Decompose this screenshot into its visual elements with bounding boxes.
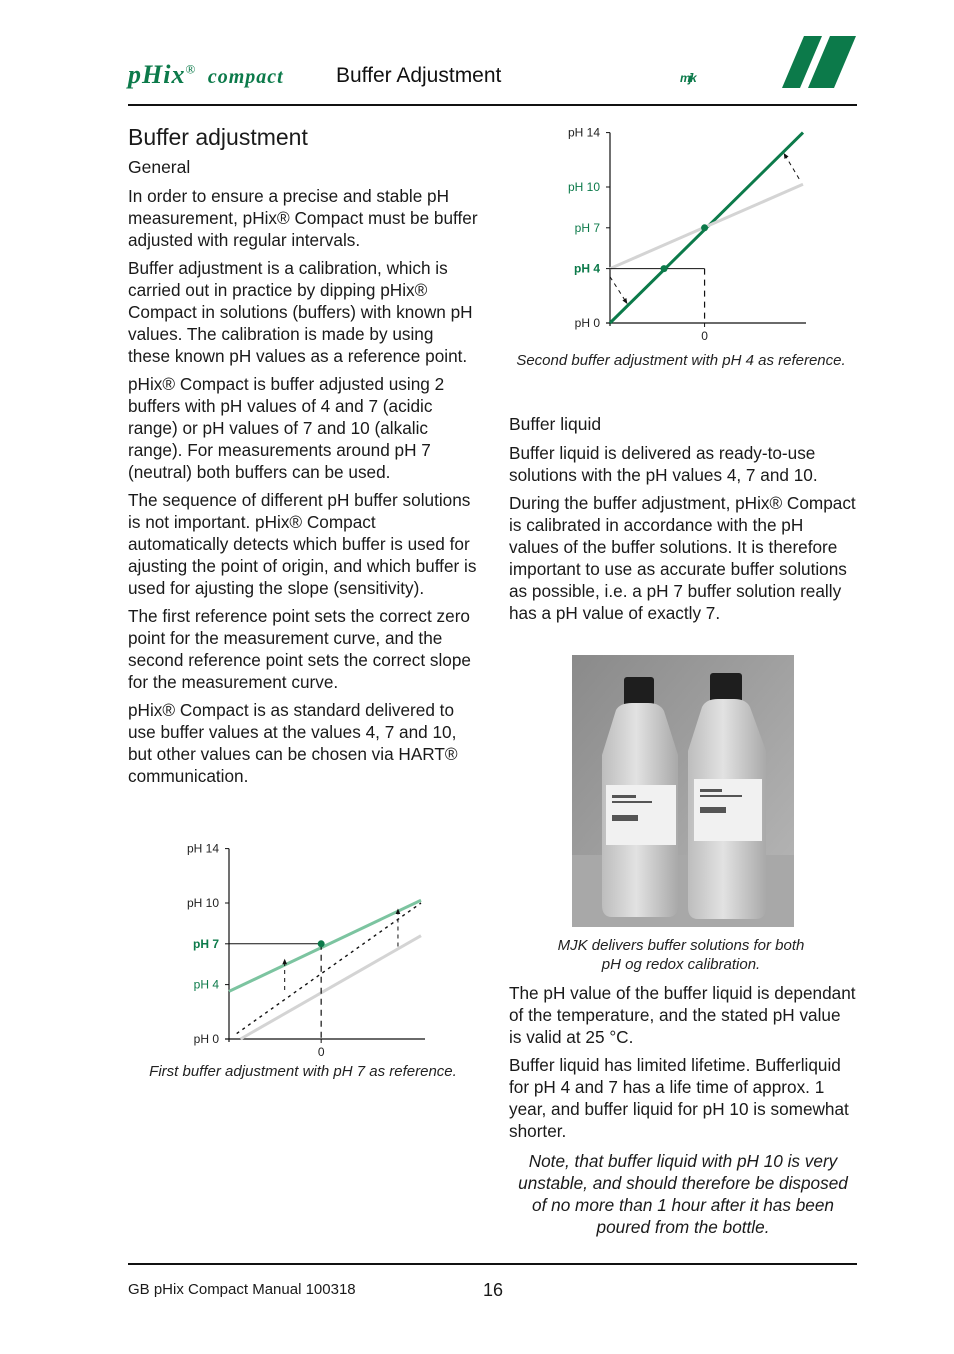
footer-rule [128, 1263, 857, 1265]
x-tick-label: 0 [701, 329, 708, 343]
y-tick-label: pH 4 [193, 977, 219, 992]
reference-point [318, 940, 325, 947]
arrow-head [784, 153, 789, 159]
series-line-adjusted [229, 900, 421, 991]
arrow-head [622, 298, 627, 304]
arrow-head [282, 959, 287, 965]
paragraph: The pH value of the buffer liquid is dependant of the temperature, and the stated pH value is valid at 25 °C. [509, 983, 856, 1047]
chart-2-caption: Second buffer adjustment with pH 4 as reference. [516, 352, 846, 369]
x-tick-label: 0 [317, 1045, 325, 1059]
y-tick-label: pH 14 [186, 841, 219, 856]
paragraph: During the buffer adjustment, pHix® Compact is calibrated in accordance with the pH values of the buffer solutions. It is therefore important to use as accurate buffer solutions as possible, i.e. a pH 7 buffer solution really has a pH value of exactly 7. [509, 493, 856, 623]
right-column [509, 413, 857, 630]
photo-caption: MJK delivers buffer solutions for both pH og redox calibration. [557, 937, 805, 973]
svg-text:mjk: mjk [680, 71, 695, 85]
paragraph: pHix® Compact is as standard delivered to use buffer values at the values 4, 7 and 10, but other values can be chosen via HART® communication. [128, 700, 458, 786]
header-title: Buffer Adjustment [336, 64, 502, 87]
y-tick-label: pH 14 [567, 125, 600, 140]
paragraph: Buffer adjustment is a calibration, which is carried out in practice by dipping pHix® Compact in solutions (buffers) with known pH values. The calibration is made by using these known pH values as a reference point. [128, 258, 473, 366]
header-rule [128, 104, 857, 106]
series-line-original [241, 936, 421, 1039]
y-tick-label: pH 0 [193, 1032, 219, 1046]
paragraph: The sequence of different pH buffer solutions is not important. pHix® Compact automatically detects which buffer is used for ajusting the point of origin, and which buffer is used for ajusting the slope (sensitivity). [128, 490, 477, 598]
y-tick-label: pH 0 [574, 316, 600, 330]
note-paragraph: Note, that buffer liquid with pH 10 is very unstable, and should therefore be disposed of no more than 1 hour after it has been poured from the bottle. [518, 1151, 848, 1237]
page-heading: Buffer adjustment [128, 124, 308, 150]
y-tick-label: pH 10 [186, 896, 219, 910]
subheading-general: General [128, 157, 191, 177]
y-tick-label: pH 4 [573, 261, 600, 276]
buffer-bottles-photo [572, 655, 794, 927]
paragraph: In order to ensure a precise and stable pH measurement, pHix® Compact must be buffer adjusted with regular intervals. [128, 186, 478, 250]
paragraph: The first reference point sets the correct zero point for the measurement curve, and the second reference point sets the correct slope for the measurement curve. [128, 606, 471, 692]
paragraph: Buffer liquid has limited lifetime. Bufferliquid for pH 4 and 7 has a life time of approx. 1 year, and buffer liquid for pH 10 is somewhat shorter. [509, 1055, 849, 1141]
mjk-logo [680, 30, 860, 102]
paragraph: pHix® Compact is buffer adjusted using 2 buffers with pH values of 4 and 7 (acidic range) or pH values of 7 and 10 (alkalic range). For measurements around pH 7 (neutral) both buffers can be used. [128, 374, 445, 482]
subheading-buffer-liquid: Buffer liquid [509, 414, 602, 434]
chart-1-caption: First buffer adjustment with pH 7 as reference. [149, 1063, 457, 1080]
series-line-ideal [237, 903, 421, 1034]
chart-second-buffer [555, 120, 825, 345]
chart-first-buffer [170, 835, 440, 1060]
y-tick-label: pH 7 [192, 936, 219, 951]
brand-wordmark: pHix® compact [128, 60, 284, 89]
left-column [128, 156, 478, 793]
reference-point [661, 265, 668, 272]
y-tick-label: pH 7 [574, 220, 600, 235]
paragraph: Buffer liquid is delivered as ready-to-use solutions with the pH values 4, 7 and 10. [509, 443, 818, 485]
right-column-lower [509, 982, 857, 1244]
reference-point [701, 224, 708, 231]
y-tick-label: pH 10 [567, 180, 600, 194]
footer-manual: GB pHix Compact Manual 100318 [128, 1281, 356, 1298]
page-number: 16 [483, 1280, 504, 1300]
